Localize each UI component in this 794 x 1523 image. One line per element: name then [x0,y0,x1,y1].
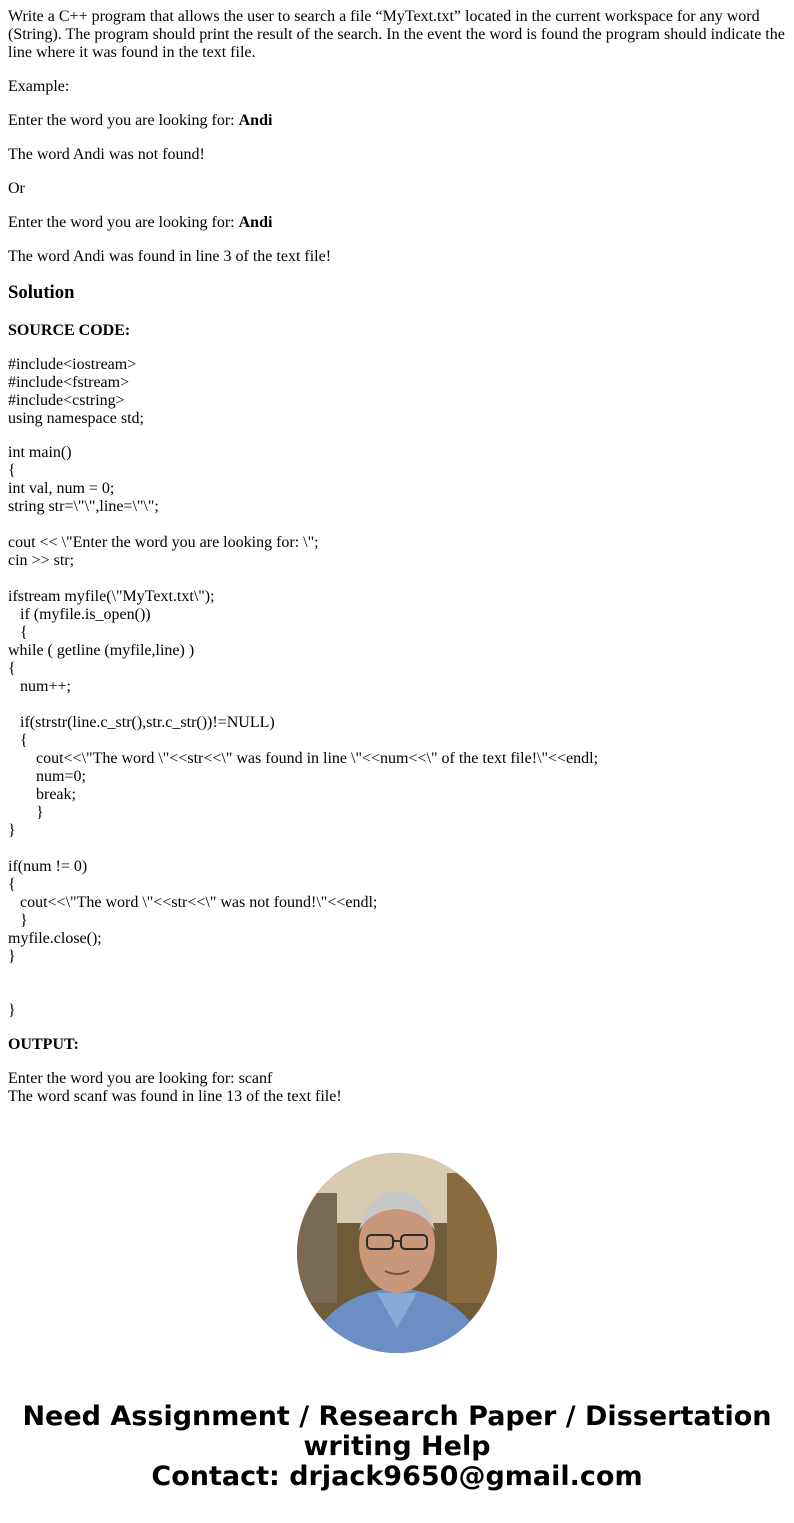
code-line [8,570,786,588]
code-line: } [8,804,44,821]
code-line: int main() [8,444,72,461]
code-line: using namespace std; [8,410,144,427]
example-label: Example: [8,78,70,95]
code-line: cout<<\"The word \"<<str<<\" was found in line \"<<num<<\" of the text file!\"<<endl; [8,750,599,767]
code-line [8,516,786,534]
code-line: cout<<\"The word \"<<str<<\" was not found!\"<<endl; [8,894,378,911]
code-line: myfile.close(); [8,930,102,947]
code-line: { [8,732,28,749]
code-line: } [8,912,28,929]
code-line: while ( getline (myfile,line) ) [8,642,195,659]
footer-line-1: Need Assignment / Research Paper / Dissertation [22,1401,772,1432]
example-found: The word Andi was found in line 3 of the text file! [8,248,332,265]
example-prompt-2 [8,214,786,232]
example-not-found: The word Andi was not found! [8,146,205,163]
code-line: num=0; [8,768,86,785]
output-label: OUTPUT: [8,1036,79,1053]
contact-banner [0,1402,794,1492]
code-line: break; [8,786,76,803]
code-line: } [8,1002,16,1019]
program-output [8,1070,786,1106]
solution-heading: Solution [8,282,75,303]
code-line: int val, num = 0; [8,480,115,497]
output-line: Enter the word you are looking for: scanf [8,1070,273,1087]
footer-contact: Contact: drjack9650@gmail.com [151,1461,643,1492]
code-line: if (myfile.is_open()) [8,606,151,623]
code-block [8,356,786,428]
code-line: ifstream myfile(\"MyText.txt\"); [8,588,215,605]
code-line: string str=\"\",line=\"\"; [8,498,159,515]
code-line: cout << \"Enter the word you are looking for: \"; [8,534,319,551]
code-line: #include<fstream> [8,374,130,391]
question-text: Write a C++ program that allows the user to search a file “MyText.txt” located in the current workspace for any word (String). The program should print the result of the search. In the event the word is found the program should indicate the line where it was found in the text file. [8,8,785,61]
example-or: Or [8,180,25,197]
source-code [8,356,786,1020]
author-photo [297,1153,497,1353]
code-line: if(strstr(line.c_str(),str.c_str())!=NULL) [8,714,275,731]
example-prompt-1 [8,112,786,130]
author-avatar [297,1153,497,1353]
code-block [8,444,786,1020]
code-line: { [8,462,16,479]
code-line: } [8,822,16,839]
code-line: #include<iostream> [8,356,137,373]
footer-line-2: writing Help [303,1431,491,1462]
source-code-label: SOURCE CODE: [8,322,131,339]
code-line: cin >> str; [8,552,75,569]
prompt-word-2: Andi [238,214,273,231]
code-line [8,840,786,858]
prompt-word: Andi [238,112,273,129]
code-line: { [8,660,16,677]
code-line [8,696,786,714]
output-line: The word scanf was found in line 13 of the text file! [8,1088,342,1105]
document-content [8,8,786,1106]
code-line: { [8,624,28,641]
code-line: num++; [8,678,71,695]
code-line: #include<cstring> [8,392,125,409]
code-line: } [8,948,16,965]
code-line: if(num != 0) [8,858,88,875]
prompt-text-2: Enter the word you are looking for: [8,214,239,231]
code-line [8,966,786,984]
code-line: { [8,876,16,893]
prompt-text: Enter the word you are looking for: [8,112,239,129]
code-line [8,984,786,1002]
